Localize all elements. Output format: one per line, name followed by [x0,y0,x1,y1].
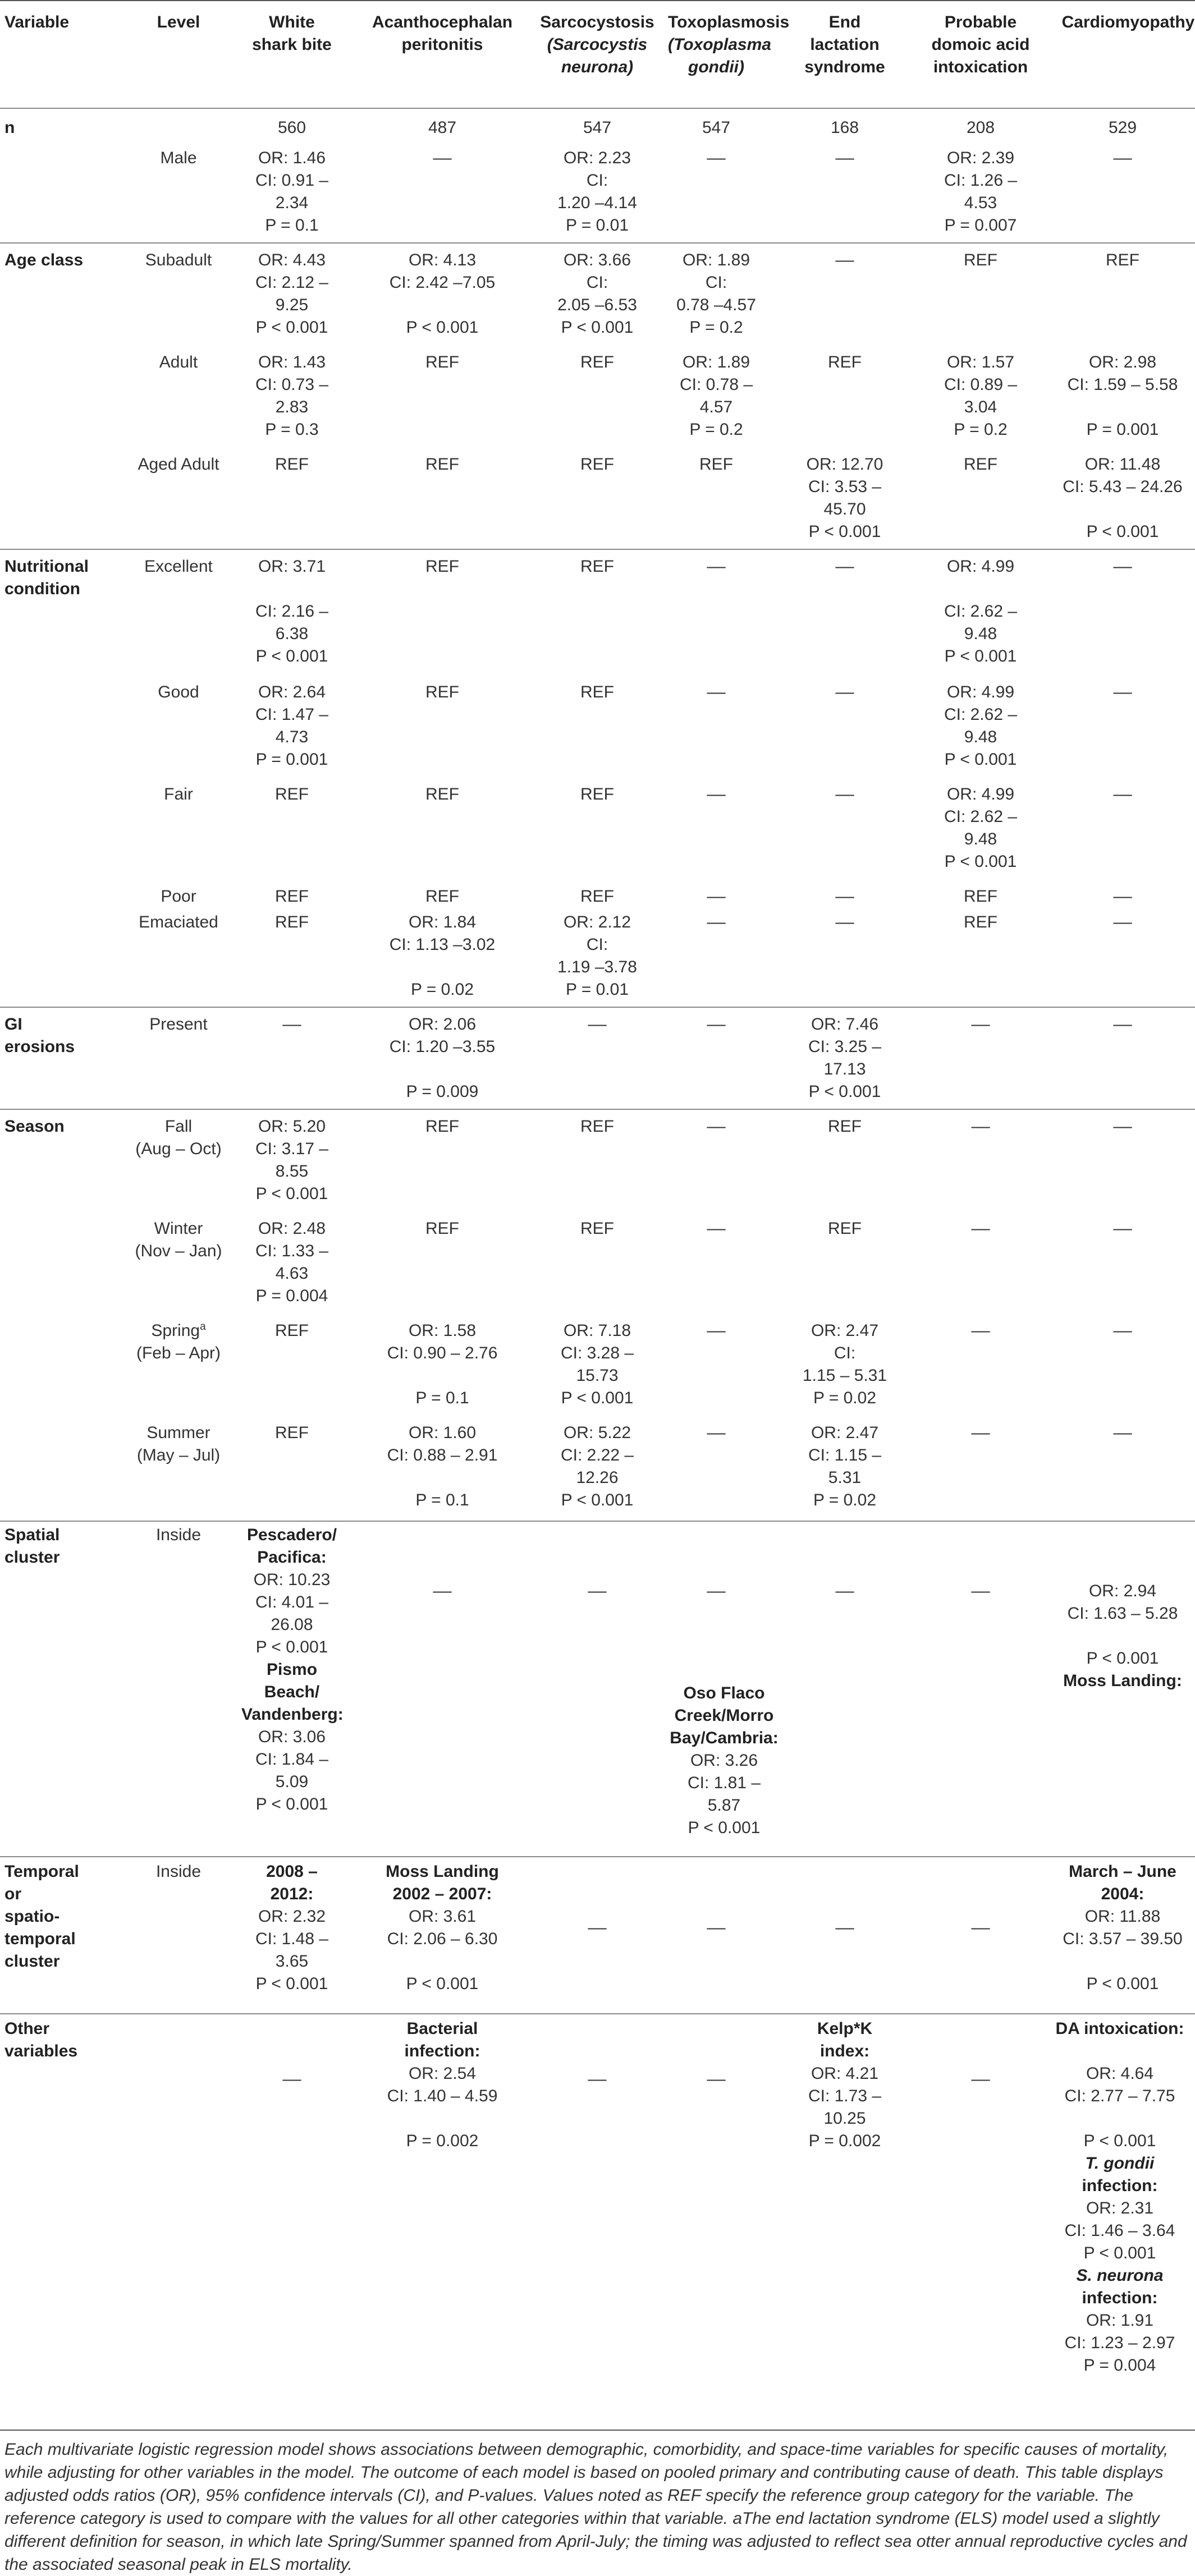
fall-el: REF [828,1117,862,1136]
row-rule [0,1109,1195,1110]
winter-sa: REF [580,1219,614,1238]
good-el: –– [835,683,854,701]
fair-sa: REF [580,785,614,803]
var-age-class: Age class [4,251,84,269]
excellent-tx: –– [707,557,726,576]
fair-ap: REF [425,785,459,803]
poor-tx: –– [707,887,726,906]
row-rule [0,1856,1195,1857]
spring-cm: –– [1113,1321,1132,1340]
inside2-sa: –– [588,1918,607,1937]
row-rule [0,549,1195,550]
spring-tx: –– [707,1321,726,1340]
emaciated-da: REF [964,913,997,931]
spring-el: OR: 2.47 CI: 1.15 – 5.31 P = 0.02 [802,1321,887,1407]
inside1-ap: –– [433,1582,452,1600]
other-ws: –– [282,2070,301,2088]
summer-sa: OR: 5.22 CI: 2.22 – 12.26 P < 0.001 [560,1424,634,1509]
spring-ap: OR: 1.58 CI: 0.90 – 2.76 P = 0.1 [387,1321,498,1407]
inside2-el: –– [835,1918,854,1937]
summer-tx: –– [707,1424,726,1442]
row-n-label: n [4,118,15,137]
adult-el: REF [828,353,862,371]
var-season: Season [4,1117,65,1136]
row-rule [0,1007,1195,1008]
other-ap: Bacterial infection: OR: 2.54 CI: 1.40 – 4.59 P = 0.002 [387,2019,498,2150]
male-sa: OR: 2.23 CI: 1.20 –4.14 P = 0.01 [557,149,637,235]
header-acanthocephalan: Acanthocephalan peritonitis [372,13,513,54]
header-cardiomyopathy: Cardiomyopathy [1061,13,1195,31]
var-other-variables: Other variables [4,2019,78,2060]
fall-tx: –– [707,1117,726,1136]
level-adult: Adult [159,353,198,371]
inside1-tx: –– [707,1582,726,1600]
male-ap: –– [433,149,452,167]
var-gi-erosions: GI erosions [4,1015,75,1056]
spring-ws: REF [275,1321,309,1340]
present-tx: –– [707,1015,726,1034]
poor-sa: REF [580,887,614,906]
inside1-ws-a: Pescadero/ Pacifica: OR: 10.23 CI: 4.01 – 26.08 P < 0.001 Pismo Beach/ Vandenberg: OR: 3.06 CI: 1.84 – 5.09 P < 0.001 [241,1526,344,1813]
inside1-cm: OR: 2.94 CI: 1.63 – 5.28 P < 0.001 Moss Landing: [1063,1582,1182,1690]
fair-cm: –– [1113,785,1132,803]
level-winter: Winter (Nov – Jan) [135,1219,222,1260]
excellent-el: –– [835,557,854,576]
aged-tx: REF [699,455,733,474]
poor-el: –– [835,887,854,906]
n-value: 487 [428,118,457,137]
header-sarcocystosis: Sarcocystosis (Sarcocystis neurona) [540,13,654,76]
level-poor: Poor [161,887,196,906]
subadult-cm: REF [1106,251,1139,269]
winter-el: REF [828,1219,862,1238]
excellent-ap: REF [425,557,459,576]
emaciated-cm: –– [1113,913,1132,931]
fall-ap: REF [425,1117,459,1136]
inside2-tx: –– [707,1918,726,1937]
present-cm: –– [1113,1015,1132,1034]
excellent-da: OR: 4.99 CI: 2.62 – 9.48 P < 0.001 [944,557,1018,665]
fall-da: –– [971,1117,990,1136]
excellent-sa: REF [580,557,614,576]
aged-el: OR: 12.70 CI: 3.53 – 45.70 P < 0.001 [806,455,883,541]
level-emaciated: Emaciated [139,913,218,931]
level-good: Good [158,683,199,701]
header-els: End lactation syndrome [804,13,885,76]
other-tx: –– [707,2070,726,2088]
n-value: 529 [1108,118,1137,137]
subadult-sa: OR: 3.66 CI: 2.05 –6.53 P < 0.001 [557,251,637,337]
spring-sa: OR: 7.18 CI: 3.28 – 15.73 P < 0.001 [560,1321,634,1407]
level-male: Male [160,149,197,167]
fair-el: –– [835,785,854,803]
row-rule [0,2013,1195,2014]
emaciated-ap: OR: 1.84 CI: 1.13 –3.02 P = 0.02 [389,913,496,999]
winter-ap: REF [425,1219,459,1238]
inside2-ap: Moss Landing 2002 – 2007: OR: 3.61 CI: 2.06 – 6.30 P < 0.001 [386,1862,499,1993]
fair-ws: REF [275,785,309,803]
n-value: 560 [277,118,306,137]
header-domoic: Probable domoic acid intoxication [931,13,1030,76]
var-nutritional-condition: Nutritional condition [4,557,89,598]
emaciated-ws: REF [275,913,309,931]
summer-el: OR: 2.47 CI: 1.15 – 5.31 P = 0.02 [808,1424,882,1509]
adult-ap: REF [425,353,459,371]
summer-ws: REF [275,1424,309,1442]
winter-ws: OR: 2.48 CI: 1.33 – 4.63 P = 0.004 [255,1219,329,1305]
n-value: 168 [830,118,859,137]
fall-cm: –– [1113,1117,1132,1136]
winter-tx: –– [707,1219,726,1238]
excellent-ws: OR: 3.71 CI: 2.16 – 6.38 P < 0.001 [255,557,329,665]
subadult-tx: OR: 1.89 CI: 0.78 –4.57 P = 0.2 [676,251,756,337]
summer-da: –– [971,1424,990,1442]
male-el: –– [835,149,854,167]
present-ws: –– [282,1015,301,1034]
n-value: 208 [966,118,995,137]
other-sa: –– [588,2070,607,2088]
inside1-sa: –– [588,1582,607,1600]
good-sa: REF [580,683,614,701]
male-ws: OR: 1.46 CI: 0.91 – 2.34 P = 0.1 [255,149,329,235]
inside1-da: –– [971,1582,990,1600]
subadult-da: REF [964,251,997,269]
poor-da: REF [964,887,997,906]
present-da: –– [971,1015,990,1034]
subadult-ws: OR: 4.43 CI: 2.12 – 9.25 P < 0.001 [255,251,329,337]
header-variable: Variable [4,13,70,31]
header-rule [0,108,1195,109]
good-da: OR: 4.99 CI: 2.62 – 9.48 P < 0.001 [944,683,1018,769]
other-el: Kelp*K index: OR: 4.21 CI: 1.73 – 10.25 P = 0.002 [808,2019,882,2150]
winter-cm: –– [1113,1219,1132,1238]
male-tx: –– [707,149,726,167]
fair-da: OR: 4.99 CI: 2.62 – 9.48 P < 0.001 [944,785,1018,871]
summer-cm: –– [1113,1424,1132,1442]
inside2-da: –– [971,1918,990,1937]
male-da: OR: 2.39 CI: 1.26 – 4.53 P = 0.007 [944,149,1018,235]
emaciated-tx: –– [707,913,726,931]
fair-tx: –– [707,785,726,803]
good-tx: –– [707,683,726,701]
subadult-ap: OR: 4.13 CI: 2.42 –7.05 P < 0.001 [389,251,496,337]
inside2-cm: March – June 2004: OR: 11.88 CI: 3.57 – 39.50 P < 0.001 [1063,1862,1183,1993]
level-inside: Inside [155,1862,202,1881]
good-ws: OR: 2.64 CI: 1.47 – 4.73 P = 0.001 [255,683,329,769]
present-ap: OR: 2.06 CI: 1.20 –3.55 P = 0.009 [389,1015,496,1101]
row-rule [0,242,1195,244]
present-el: OR: 7.46 CI: 3.25 – 17.13 P < 0.001 [808,1015,882,1101]
level-inside: Inside [155,1526,202,1544]
poor-cm: –– [1113,887,1132,906]
subadult-el: –– [835,251,854,269]
adult-tx: OR: 1.89 CI: 0.78 – 4.57 P = 0.2 [679,353,753,439]
aged-da: REF [964,455,997,474]
good-ap: REF [425,683,459,701]
adult-ws: OR: 1.43 CI: 0.73 – 2.83 P = 0.3 [255,353,329,439]
aged-cm: OR: 11.48 CI: 5.43 – 24.26 P < 0.001 [1063,455,1183,541]
emaciated-sa: OR: 2.12 CI: 1.19 –3.78 P = 0.01 [557,913,637,999]
summer-ap: OR: 1.60 CI: 0.88 – 2.91 P = 0.1 [387,1424,498,1509]
fall-sa: REF [580,1117,614,1136]
good-cm: –– [1113,683,1132,701]
n-value: 547 [702,118,731,137]
male-cm: –– [1113,149,1132,167]
header-toxoplasmosis: Toxoplasmosis (Toxoplasma gondii) [668,13,790,76]
bottom-rule [0,2430,1195,2431]
row-rule [0,1521,1195,1522]
level-excellent: Excellent [144,557,213,576]
aged-sa: REF [580,455,614,474]
emaciated-el: –– [835,913,854,931]
fall-ws: OR: 5.20 CI: 3.17 – 8.55 P < 0.001 [255,1117,329,1203]
present-sa: –– [588,1015,607,1034]
aged-ws: REF [275,455,309,474]
header-level: Level [157,13,200,31]
other-da: –– [971,2070,990,2088]
inside2-ws: 2008 – 2012: OR: 2.32 CI: 1.48 – 3.65 P < 0.001 [255,1862,329,1993]
adult-sa: REF [580,353,614,371]
level-subadult: Subadult [145,251,212,269]
spring-da: –– [971,1321,990,1340]
inside1-tx-b: Oso Flaco Creek/Morro Bay/Cambria: OR: 3.26 CI: 1.81 – 5.87 P < 0.001 [670,1684,779,1837]
level-fair: Fair [164,785,193,803]
level-spring: Spring$^a$ (Feb – Apr) [136,1321,221,1362]
inside1-el: –– [835,1582,854,1600]
top-rule [0,0,1195,1]
level-present: Present [149,1015,208,1034]
aged-ap: REF [425,455,459,474]
adult-cm: OR: 2.98 CI: 1.59 – 5.58 P = 0.001 [1067,353,1178,439]
level-aged-adult: Aged Adult [138,455,219,474]
adult-da: OR: 1.57 CI: 0.89 – 3.04 P = 0.2 [944,353,1018,439]
winter-da: –– [971,1219,990,1238]
excellent-cm: –– [1113,557,1132,576]
poor-ap: REF [425,887,459,906]
var-temporal-cluster: Temporal or spatio-temporal cluster [4,1862,79,1971]
level-summer: Summer (May – Jul) [136,1424,221,1464]
table-footnote: Each multivariate logistic regression model shows associations between demographic, comorbidity, and space-time variables for specific causes of mortality, while adjusting for other variables in the model. The outcome of each model is based on pooled primary and contributing cause of death. This table displays adjusted odds ratios (OR), 95% confidence intervals (CI), and P-values. Values noted as REF specify the reference group category for the variable. The reference category is used to compare with the values for all other categories within that variable. aThe end lactation syndrome (ELS) model used a slightly different definition for season, in which late Spring/Summer spanned from April-July; the timing was adjusted to reflect sea otter annual reproductive cycles and the associated seasonal peak in ELS mortality. [4,2440,1187,2574]
header-white-shark: White shark bite [252,13,332,54]
var-spatial-cluster: Spatial cluster [4,1526,60,1567]
other-cm: DA intoxication: OR: 4.64 CI: 2.77 – 7.75 P < 0.001 T. gondii infection: OR: 2.31 CI: 1.46 – 3.64 P < 0.001 S. neurona infection: OR: 1.91 CI: 1.23 – 2.97 P = 0.004 [1055,2019,1184,2375]
poor-ws: REF [275,887,309,906]
n-value: 547 [583,118,612,137]
level-fall: Fall (Aug – Oct) [135,1117,222,1158]
